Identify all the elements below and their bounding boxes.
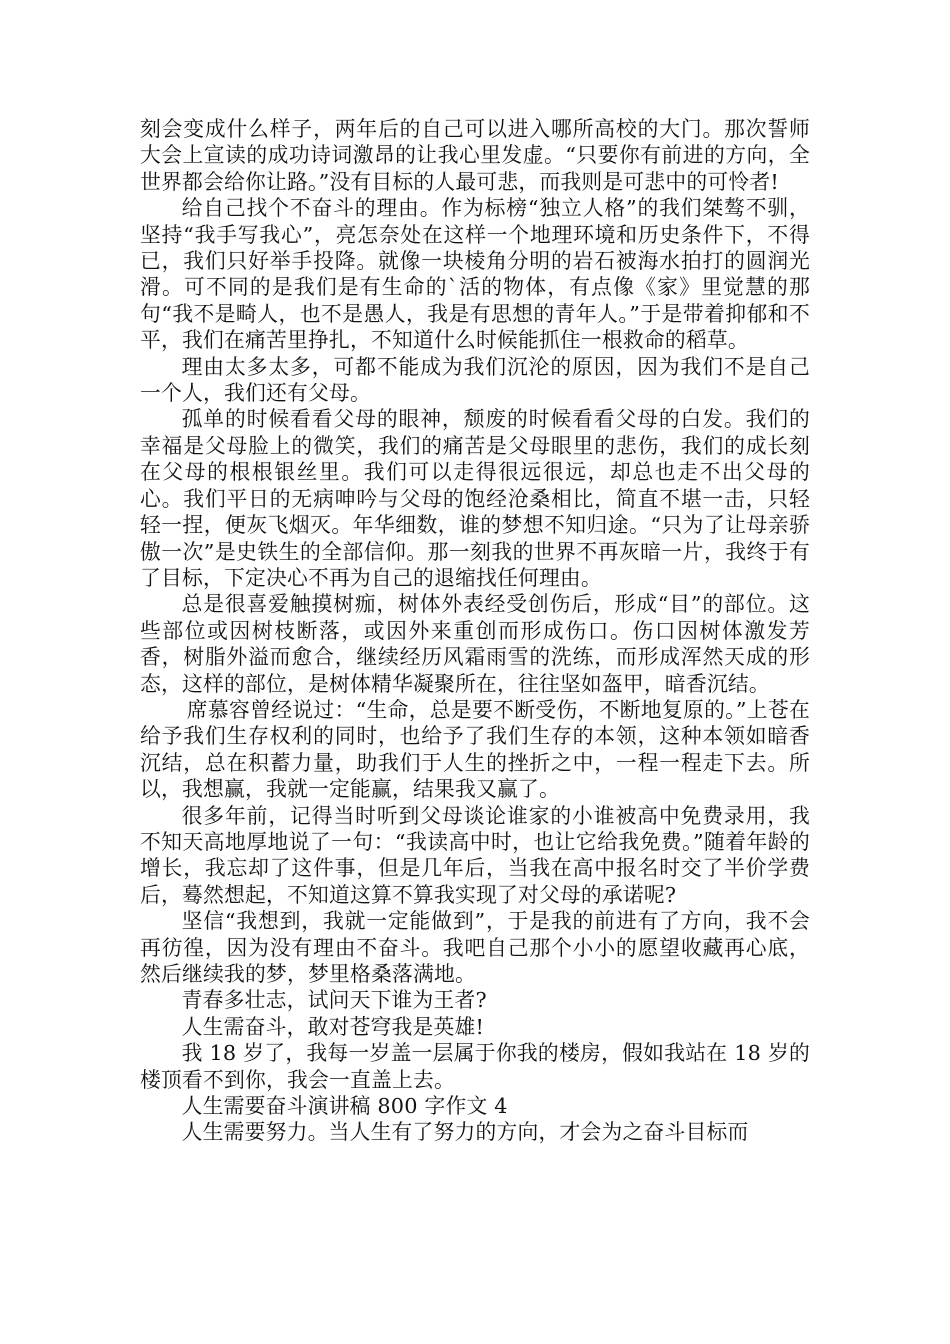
paragraph-xi-murong: 席慕容曾经说过：“生命，总是要不断受伤，不断地复原的。”上苍在给予我们生存权利的同时，也给予了我们生存的本领，这种本领如暗香沉结，总在积蓄力量，助我们于人生的挫折之中，一程一程走下去。所以，我想赢，我就一定能赢，结果我又赢了。 [140, 697, 810, 802]
paragraph-no-excuse: 给自己找个不奋斗的理由。作为标榜“独立人格”的我们桀骜不驯，坚持“我手写我心”，亮怎奈处在这样一个地理环境和历史条件下，不得已，我们只好举手投降。就像一块棱角分明的岩石被海水拍打的圆润光滑。可不同的是我们是有生命的`活的物体，有点像《家》里觉慧的那句“我不是畸人，也不是愚人，我是有思想的青年人。”于是带着抑郁和不平，我们在痛苦里挣扎，不知道什么时候能抓住一根救命的稻草。 [140, 196, 810, 353]
paragraph-effort: 人生需要努力。当人生有了努力的方向，才会为之奋斗目标而 [181, 1120, 749, 1145]
paragraph-reasons: 理由太多太多，可都不能成为我们沉沦的原因，因为我们不是自己一个人，我们还有父母。 [140, 354, 810, 406]
paragraph-tree-scar: 总是很喜爱触摸树痂，树体外表经受创伤后，形成“目”的部位。这些部位或因树枝断落，或因外来重创而形成伤口。伤口因树体激发芳香，树脂外溢而愈合，继续经历风霜雨雪的洗练，而形成浑然天成的形态，这样的部位，是树体精华凝聚所在，往往坚如盔甲，暗香沉结。 [140, 592, 810, 696]
document-body [140, 116, 810, 1146]
paragraph-eighteen: 我 18 岁了，我每一岁盖一层属于你我的楼房，假如我站在 18 岁的楼顶看不到你，我会一直盖上去。 [140, 1041, 810, 1092]
paragraph-parents: 孤单的时候看看父母的眼神，颓废的时候看看父母的白发。我们的幸福是父母脸上的微笑，我们的痛苦是父母眼里的悲伤，我们的成长刻在父母的根根银丝里。我们可以走得很远很远，却总也走不出父母的心。我们平日的无病呻吟与父母的饱经沧桑相比，简直不堪一击，只轻轻一捏，便灰飞烟灭。年华细数，谁的梦想不知归途。“只为了让母亲骄傲一次”是史铁生的全部信仰。那一刻我的世界不再灰暗一片，我终于有了目标，下定决心不再为自己的退缩找任何理由。 [140, 407, 810, 590]
section-heading: 人生需要奋斗演讲稿 800 字作文 4 [181, 1094, 508, 1119]
paragraph-many-years-ago: 很多年前，记得当时听到父母谈论谁家的小谁被高中免费录用，我不知天高地厚地说了一句：“我读高中时，也让它给我免费。”随着年龄的增长，我忘却了这件事，但是几年后，当我在高中报名时交了半价学费后，蓦然想起，不知道这算不算我实现了对父母的承诺呢? [140, 803, 810, 907]
paragraph-continuation: 刻会变成什么样子，两年后的自己可以进入哪所高校的大门。那次誓师大会上宣读的成功诗词激昂的让我心里发虚。“只要你有前进的方向，全世界都会给你让路。”没有目标的人最可悲，而我则是可悲中的可怜者! [140, 117, 810, 194]
paragraph-hero: 人生需奋斗，敢对苍穹我是英雄! [181, 1014, 485, 1039]
paragraph-youth: 青春多壮志，试问天下谁为王者? [181, 988, 487, 1013]
paragraph-belief: 坚信“我想到，我就一定能做到”，于是我的前进有了方向，我不会再彷徨，因为没有理由不奋斗。我吧自己那个小小的愿望收藏再心底，然后继续我的梦，梦里格桑落满地。 [140, 909, 810, 986]
